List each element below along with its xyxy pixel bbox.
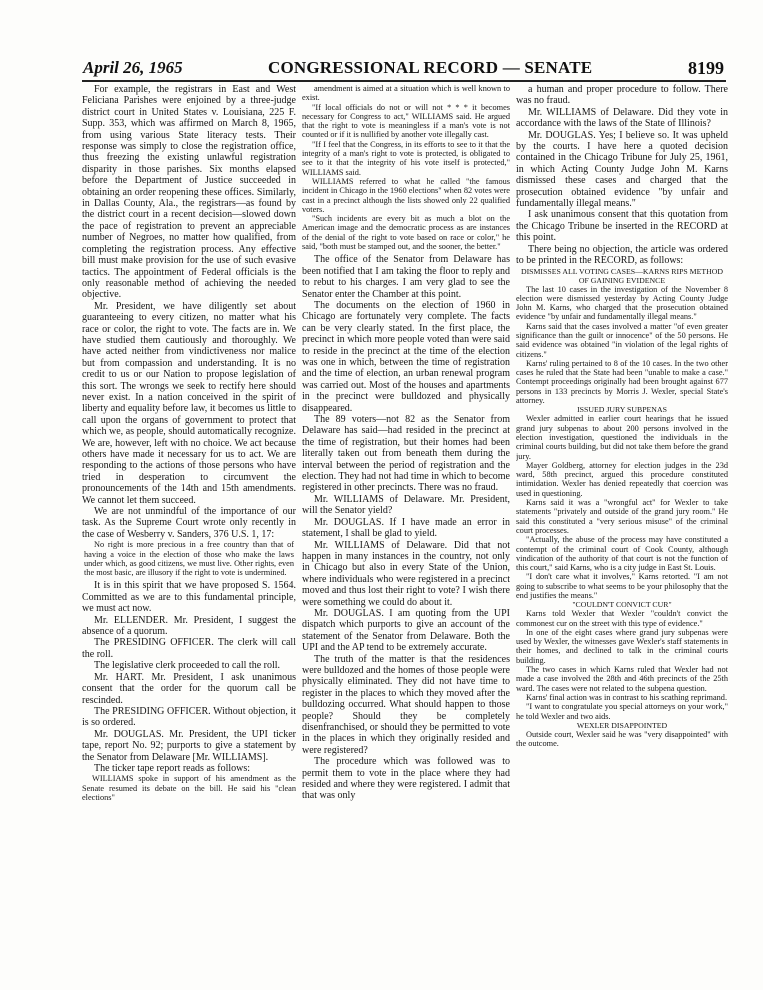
paragraph: Mr. DOUGLAS. If I have made an error in statement, I shall be glad to yield. [302, 516, 510, 540]
paragraph: amendment is aimed at a situation which is well known to exist. [302, 84, 510, 103]
paragraph: No right is more precious in a free country than that of having a voice in the election of those who make the laws under which, as good citizens, we must live. Other rights, even the most basic, are illusory if the right to vote is undermined. [84, 540, 294, 578]
paragraph: It is in this spirit that we have proposed S. 1564. Committed as we are to this fundamental principle, we must act now. [82, 580, 296, 615]
paragraph: For example, the registrars in East and West Feliciana Parishes were enjoined by a three-judge district court in United States v. Louisiana, 225 F. Supp. 353, which was affirmed on March 8, 1965, from using various State literacy tests. Their response was simply to close the registration office, thus freezing the existing unlawful registration disparity in those parishes. Six months elapsed before the Department of Justice succeeded in obtaining an order reopening these offices. Similarly, in Dallas County, Ala., the registrars—as found by the district court in a recent decision—slowed down the pace of registration to prevent an appreciable number of Negroes, no matter how qualified, from completing the registration process. Any effective bill must make provision for the use of such evasive tactics. The appointment of Federal officials is the only reasonable method of achieving the needed objective. [82, 84, 296, 301]
paragraph: WILLIAMS spoke in support of his amendment as the Senate resumed its debate on the bill. He said his "clean elections" [82, 774, 296, 802]
paragraph: Mr. DOUGLAS. I am quoting from the UPI dispatch which purports to give an account of the statement of the Senator from Delaware. Both the UPI and the AP tend to be extremely accurate. [302, 607, 510, 654]
header-date: April 26, 1965 [83, 58, 183, 77]
paragraph: Mr. WILLIAMS of Delaware. Mr. President, will the Senator yield? [302, 493, 510, 517]
paragraph: WILLIAMS referred to what he called "the famous incident in Chicago in the 1960 elections" when 82 votes were cast in a precinct although the lists showed only 22 qualified voters. [302, 176, 510, 214]
paragraph: a human and proper procedure to follow. There was no fraud. [516, 84, 728, 107]
paragraph: Outside court, Wexler said he was "very disappointed" with the outcome. [516, 729, 728, 749]
paragraph: The PRESIDING OFFICER. Without objection, it is so ordered. [82, 705, 296, 729]
paragraph: The office of the Senator from Delaware has been notified that I am taking the floor to reply and to rebut to his charges. I am very glad to see the Senator enter the Chamber at this point. [302, 254, 510, 300]
column-1 [82, 84, 296, 984]
paragraph: Mr. DOUGLAS. Yes; I believe so. It was upheld by the courts. I have here a quoted decision contained in the Chicago Tribune for July 25, 1961, in which Acting County Judge John M. Karns dismissed these cases and charged that the prosecution obtained evidence "by unfair and fundamentally illegal means." [516, 129, 728, 210]
paragraph: Mr. WILLIAMS of Delaware. Did that not happen in many instances in the country, not only in Chicago but also in every State of the Union, where individuals who were registered in a precinct moved and thus lost their right to vote? I wish there were something we could do about it. [302, 539, 510, 608]
paragraph: "If I feel that the Congress, in its efforts to see to it that the integrity of a man's right to vote is protected, is obligated to see to it that the integrity of his vote itself is protected," WILLIAMS said. [302, 139, 510, 177]
paragraph: Karns said it was a "wrongful act" for Wexler to take statements "privately and outside of the grand jury room." He said this constituted a "very serious misuse" of the criminal court processes. [516, 498, 728, 535]
paragraph: "If local officials do not or will not * * * it becomes necessary for Congress to act," WILLIAMS said. He argued that the right to vote is meaningless if a man's vote is not counted or if it is nullified by another vote illegally cast. [302, 102, 510, 140]
paragraph: Mr. DOUGLAS. Mr. President, the UPI ticker tape, report No. 92; purports to give a statement by the Senator from Delaware [Mr. WILLIAMS]. [82, 728, 296, 763]
paragraph: In one of the eight cases where grand jury subpenas were used by Wexler, the witnesses gave Wexler's staff statements in their homes, and declined to talk in the criminal courts building. [516, 627, 728, 665]
paragraph: Mayer Goldberg, attorney for election judges in the 23d ward, 58th precinct, argued this procedure constituted intimidation. Wexler has denied repeatedly that coercion was used in questioning. [516, 460, 728, 498]
paragraph: The truth of the matter is that the residences were bulldozed and the homes of those people were physically eliminated. They did not have time to register in the places to which they moved after the bulldozing occurred. What should happen to those people? Should they be completely disenfranchised, or should they be permitted to vote in the places in which they originally resided and were registered? [302, 653, 510, 756]
paragraph: There being no objection, the article was ordered to be printed in the RECORD, as follows: [516, 243, 728, 267]
subheading: "COULDN'T CONVICT CUR" [572, 600, 672, 610]
column-3 [516, 84, 728, 984]
subheading: WEXLER DISAPPOINTED [576, 720, 668, 730]
paragraph: The two cases in which Karns ruled that Wexler had not made a case involved the 28th and 46th precincts of the 25th ward. The cases were not related to the subpena question. [516, 665, 728, 693]
paragraph: The PRESIDING OFFICER. The clerk will call the roll. [82, 637, 296, 660]
paragraph: Mr. President, we have diligently set about guaranteeing to every citizen, no matter what his race or color, the right to vote. The facts are in. We have studied them cautiously and thoroughly. We have acted neither from vindictiveness nor malice but from compassion and understanding. It is no credit to us or our Nation to propose legislation of this sort. The wrongs we seek to rectify here should never exist. In a nation conceived in the spirit of liberty and equality before law, it becomes us little to call upon the organs of government to protect that which we, as people, should automatically recognize. We are, however, left with no choice. We act because others have made it necessary for us to act. We are responding to the actions of those persons who have tried in desperation to circumvent the pronouncements of the 14th and 15th amendments. We cannot let them succeed. [82, 300, 296, 506]
paragraph: "Actually, the abuse of the process may have constituted a contempt of the criminal court of Cook County, although vindication of the authority of that court is not the function of this court," said Karns, who is a city judge in East St. Louis. [516, 535, 728, 573]
paragraph: We are not unmindful of the importance of our task. As the Supreme Court wrote only recently in the case of Wesberry v. Sanders, 376 U.S. 1, 17: [82, 506, 296, 540]
paragraph: Karns' ruling pertained to 8 of the 10 cases. In the two other cases he ruled that the State had been "unable to make a case." Contempt proceedings originally had been brought against 677 persons in 133 precincts by Morris J. Wexler, special State's attorney. [516, 358, 728, 406]
paragraph: Karns said that the cases involved a matter "of even greater significance than the guilt or innocence" of the 50 persons. He said evidence was obtained "in violation of the legal rights of citizens." [516, 321, 728, 359]
paragraph: Karns' final action was in contrast to his scathing reprimand. [526, 692, 728, 702]
paragraph: Karns told Wexler that Wexler "couldn't convict the commonest cur on the street with this type of evidence." [516, 609, 728, 628]
subheading: ISSUED JURY SUBPENAS [577, 405, 667, 415]
paragraph: Mr. WILLIAMS of Delaware. Did they vote in accordance with the laws of the State of Illinois? [516, 106, 728, 130]
paragraph: The procedure which was followed was to permit them to vote in the place where they had resided and where they were registered. I admit that that was only [302, 756, 510, 802]
paragraph: Wexler admitted in earlier court hearings that he issued grand jury subpenas to about 200 persons involved in the election investigation, questioned the individuals in the criminal courts building, but did not take them before the grand jury. [516, 414, 728, 461]
paragraph: The ticker tape report reads as follows: [94, 762, 251, 774]
paragraph: "Such incidents are every bit as much a blot on the American image and the democratic process as are instances of the denial of the right to vote based on race or color," he said, "both must be stamped out, and the sooner, the better." [302, 214, 510, 252]
header-title: CONGRESSIONAL RECORD — SENATE [268, 58, 593, 77]
page-number: 8199 [688, 58, 724, 78]
paragraph: The last 10 cases in the investigation of the November 8 election were dismissed yesterday by Acting County Judge John M. Karns, who charged that the prosecution obtained evidence "by unfair and fundamentally illegal means." [516, 284, 728, 322]
column-2 [302, 84, 510, 984]
paragraph: Mr. ELLENDER. Mr. President, I suggest the absence of a quorum. [82, 614, 296, 638]
paragraph: "I want to congratulate you special attorneys on your work," he told Wexler and two aids. [516, 702, 728, 721]
paragraph: The 89 voters—not 82 as the Senator from Delaware has said—had resided in the precinct at the time of registration, but their homes had been literally taken out from beneath them during the interval between the period of registration and the election. They had not had time in which to become registered in other precincts. There was no fraud. [302, 414, 510, 494]
paragraph: Mr. HART. Mr. President, I ask unanimous consent that the order for the quorum call be rescinded. [82, 671, 296, 706]
paragraph: The legislative clerk proceeded to call the roll. [94, 660, 281, 672]
paragraph: I ask unanimous consent that this quotation from the Chicago Tribune be inserted in the RECORD at this point. [516, 209, 728, 244]
paragraph: The documents on the election of 1960 in Chicago are fortunately very complete. The facts can be very clearly stated. In the first place, the precinct in which more people voted than were said to reside in the precinct at the time of the election was one in which, between the time of registration and the time of election, an urban renewal program was carried out. Most of the houses and apartments in the precinct were bulldozed and physically disappeared. [302, 299, 510, 414]
header-rule [82, 80, 726, 82]
paragraph: "I don't care what it involves," Karns retorted. "I am not going to subscribe to what seems to be your philosophy that the end justifies the means." [516, 572, 728, 600]
subheading: DISMISSES ALL VOTING CASES—KARNS RIPS METHOD OF GAINING EVIDENCE [520, 266, 724, 285]
